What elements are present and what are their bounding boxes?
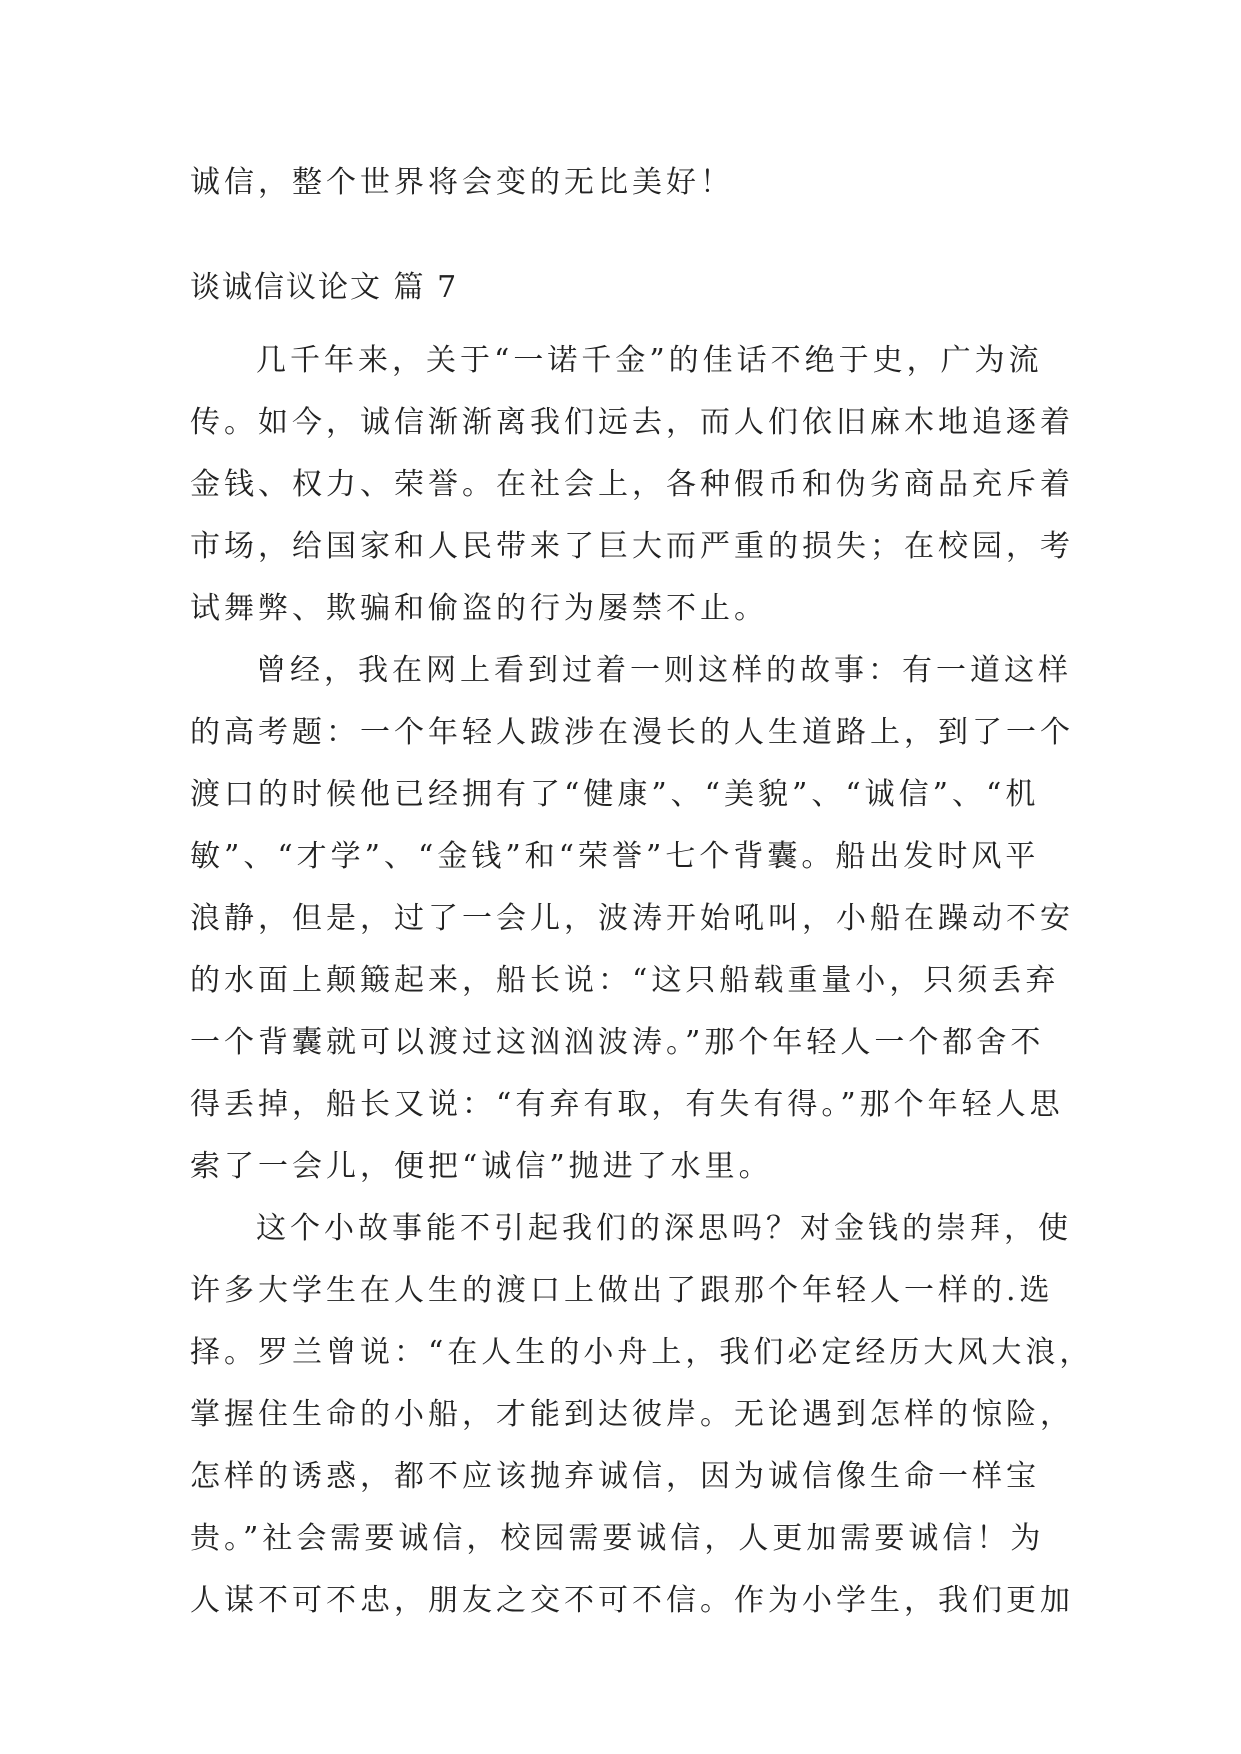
text-line: 这个小故事能不引起我们的深思吗？对金钱的崇拜，使 bbox=[256, 1211, 1072, 1246]
text-line: 择。罗兰曾说：“在人生的小舟上，我们必定经历大风大浪， bbox=[190, 1335, 1094, 1370]
article-body bbox=[190, 330, 1094, 1632]
section-title: 谈诚信议论文 篇 7 bbox=[190, 270, 459, 305]
text-line: 的水面上颠簸起来，船长说：“这只船载重量小，只须丢弃 bbox=[190, 963, 1060, 998]
text-line: 试舞弊、欺骗和偷盗的行为屡禁不止。 bbox=[190, 591, 768, 626]
text-line: 市场，给国家和人民带来了巨大而严重的损失；在校园，考 bbox=[190, 529, 1074, 564]
text-line: 索了一会儿，便把“诚信”抛进了水里。 bbox=[190, 1149, 773, 1184]
text-line: 渡口的时候他已经拥有了“健康”、“美貌”、“诚信”、“机 bbox=[190, 777, 1040, 812]
text-line: 的高考题：一个年轻人跋涉在漫长的人生道路上，到了一个 bbox=[190, 715, 1074, 750]
text-line: 怎样的诱惑，都不应该抛弃诚信，因为诚信像生命一样宝 bbox=[190, 1459, 1040, 1494]
text-line: 曾经，我在网上看到过着一则这样的故事：有一道这样 bbox=[256, 653, 1072, 688]
text-line: 许多大学生在人生的渡口上做出了跟那个年轻人一样的.选 bbox=[190, 1273, 1054, 1308]
text-line: 传。如今，诚信渐渐离我们远去，而人们依旧麻木地追逐着 bbox=[190, 405, 1074, 440]
text-line: 掌握住生命的小船，才能到达彼岸。无论遇到怎样的惊险， bbox=[190, 1397, 1074, 1432]
text-line: 几千年来，关于“一诺千金”的佳话不绝于史，广为流 bbox=[256, 343, 1043, 378]
text-line: 浪静，但是，过了一会儿，波涛开始吼叫，小船在躁动不安 bbox=[190, 901, 1074, 936]
continued-paragraph: 诚信，整个世界将会变的无比美好！ bbox=[190, 165, 734, 200]
text-line: 一个背囊就可以渡过这汹汹波涛。”那个年轻人一个都舍不 bbox=[190, 1025, 1045, 1060]
text-line: 贵。”社会需要诚信，校园需要诚信，人更加需要诚信！为 bbox=[190, 1521, 1045, 1556]
text-line: 金钱、权力、荣誉。在社会上，各种假币和伪劣商品充斥着 bbox=[190, 467, 1074, 502]
text-line: 敏”、“才学”、“金钱”和“荣誉”七个背囊。船出发时风平 bbox=[190, 839, 1040, 874]
text-line: 人谋不可不忠，朋友之交不可不信。作为小学生，我们更加 bbox=[190, 1583, 1074, 1618]
text-line: 得丢掉，船长又说：“有弃有取，有失有得。”那个年轻人思 bbox=[190, 1087, 1064, 1122]
